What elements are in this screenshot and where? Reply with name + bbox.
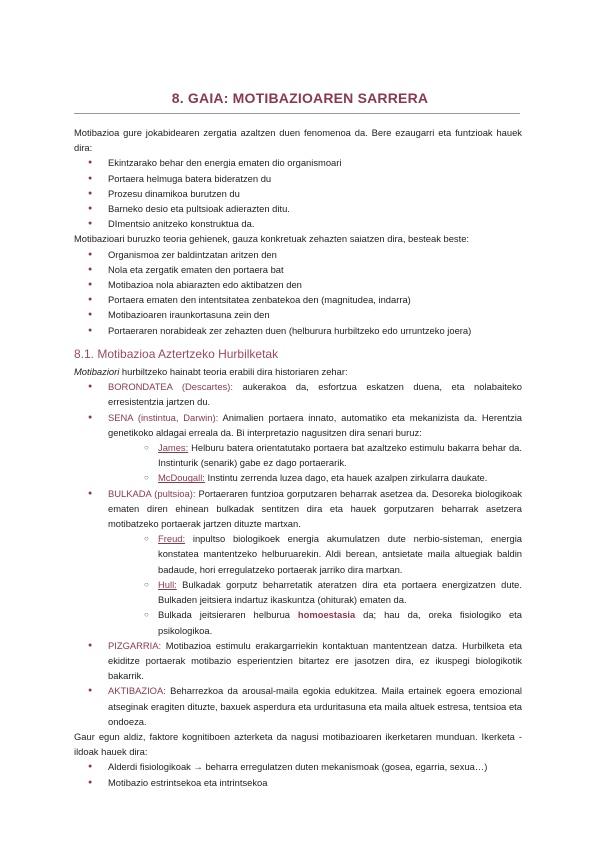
sub-item-hull [74,577,522,607]
research-list [74,759,522,789]
list-item: ● Alderdi fisiologikoak → beharra erregulatzen duten mekanismoak (gosea, egarria, sexua…) [74,759,522,774]
approach-aktibazioa [74,683,522,729]
sub-item-homeostasia [74,607,522,637]
section-intro [74,364,522,379]
sub-item-james [74,440,522,470]
sub-item-text: Bulkada jeitsieraren helburua [158,609,298,621]
intro-paragraph: Motibazioa gure jokabidearen zergatia azaltzen duen fenomenoa da. Bere ezaugarri eta funtzioak hauek dira: [74,127,522,154]
document-body [74,125,522,790]
features-list [74,155,522,231]
list-item: ● Portaera helmuga batera bideratzen du [74,171,522,186]
term-bulkada: BULKADA (pultsioa): [108,487,196,499]
sena-sublist [74,440,522,486]
name-hull: Hull: [158,578,177,590]
list-item: ● Portaera ematen den intentsitatea zenbatekoa den (magnitudea, indarra) [74,292,522,307]
approach-sena [74,410,522,440]
name-mcdougall: McDougall: [158,472,205,484]
sub-item-text: Instintu zerrenda luzea dago, eta hauek azalpen zirkularra daukate. [204,472,488,484]
list-item: ● Motibazio estrintsekoa eta intrintsekoa [74,775,522,790]
approach-text: Motibazioa estimulu erakargarriekin kontaktuan mantentzean datza. Hurbilketa eta ekiditze portaerak motibazio esperientzien bitartez ere jasotzen dira, ez ikuspegi biologikotik bakarrik. [108,639,522,682]
name-freud: Freud: [158,533,186,545]
approaches-list [74,379,522,440]
title-divider [74,113,520,114]
term-pizgarria: PIZGARRIA: [108,639,162,651]
theories-paragraph: Motibazioari buruzko teoria gehienek, gauza konkretuak zehazten saiatzen dira, besteak beste: [74,233,470,245]
approaches-list-3 [74,638,522,729]
approach-text: Beharrezkoa da arousal-maila egokia edukitzea. Maila ertainek egoera emozional atseginak eragiten dituzte, baxuek asperdura eta urduritasuna eta maila altuek estresa, tentsioa eta ondoeza. [108,685,522,727]
approach-borondatea [74,379,522,409]
approach-text: Portaeraren funtzioa gorputzaren beharrak asetzea da. Desoreka biologikoak ematen diren ehinean bulkadak sentitzen dira eta hauek gorputzaren beharrak asetzera motibatzeko portaerak jartzen dituzte martxan. [108,487,522,530]
approach-pizgarria [74,638,522,684]
approach-text: aukerakoa da, esfortzua eskatzen duena, eta nolabaiteko erresistentzia jartzen du. [108,381,522,408]
sub-item-text: inpultso biologikoek energia akumulatzen dute nerbio-sisteman, energia konstatea mantentzeko helburuarekin. Aldi berean, antsietate maila altuegiak baldin badaude, hori erregulatzeko portaerak jarriko dira martxan. [158,533,522,575]
list-item: ● Motibazioaren iraunkortasuna zein den [74,307,522,322]
list-item: ● Motibazioa nola abiarazten edo aktibatzen den [74,277,522,292]
term-sena: SENA (instintua, Darwin): [108,411,219,423]
questions-list [74,247,522,338]
approaches-list-2 [74,486,522,532]
term-aktibazioa: AKTIBAZIOA: [108,685,166,697]
outro-paragraph: Gaur egun aldiz, faktore kognitiboen azterketa da nagusi motibazioaren ikerketaren munduan. Ikerketa -ildoak hauek dira: [74,730,522,758]
section-intro-italic: Motibaziori [74,366,120,378]
list-item: ● Prozesu dinamikoa burutzen du [74,186,522,201]
list-item: ● Nola eta zergatik ematen den portaera bat [74,262,522,277]
list-item: ● Organismoa zer baldintzatan aritzen den [74,247,522,262]
name-james: James: [158,442,189,454]
sub-item-mcdougall [74,470,522,485]
list-item: ● DImentsio anitzeko konstruktua da. [74,216,522,231]
bulkada-sublist [74,531,522,637]
list-item: ● Portaeraren norabideak zer zehazten duen (helburura hurbiltzeko edo urruntzeko joera) [74,323,522,338]
sub-item-text: Helburu batera orientatutako portaera bat azaltzeko estimulu bakarra behar da. Instinturik (senarik) gabe ez dago portaerarik. [158,442,522,469]
approach-bulkada [74,486,522,532]
list-item: ● Ekintzarako behar den energia ematen dio organismoari [74,155,522,170]
section-intro-text: hurbiltzeko hainabt teoria erabili dira historiaren zehar: [119,366,348,378]
term-homoestasia: homoestasia [297,609,356,621]
section-heading: 8.1. Motibazioa Aztertzeko Hurbilketak [74,346,279,361]
sub-item-freud [74,531,522,577]
term-borondatea: BORONDATEA (Descartes): [108,381,233,393]
list-item: ● Barneko desio eta pultsioak adierazten ditu. [74,201,522,216]
page-title: 8. GAIA: MOTIBAZIOAREN SARRERA [171,90,429,106]
sub-item-text: Bulkadak gorputz beharretatik ateratzen dira eta portaera energizatzen dute. Bulkaden jeitsiera indartuz ikaskuntza (ohiturak) ematen da. [158,578,522,606]
sub-item-text: da; hau da, oreka fisiologiko eta psikologikoa. [158,609,522,636]
approach-text: Animalien portaera innato, automatiko eta mekanizista da. Herentzia genetikoko aldagai erreala da. Bi interpretazio nagusitzen dira senari buruz: [108,411,523,438]
